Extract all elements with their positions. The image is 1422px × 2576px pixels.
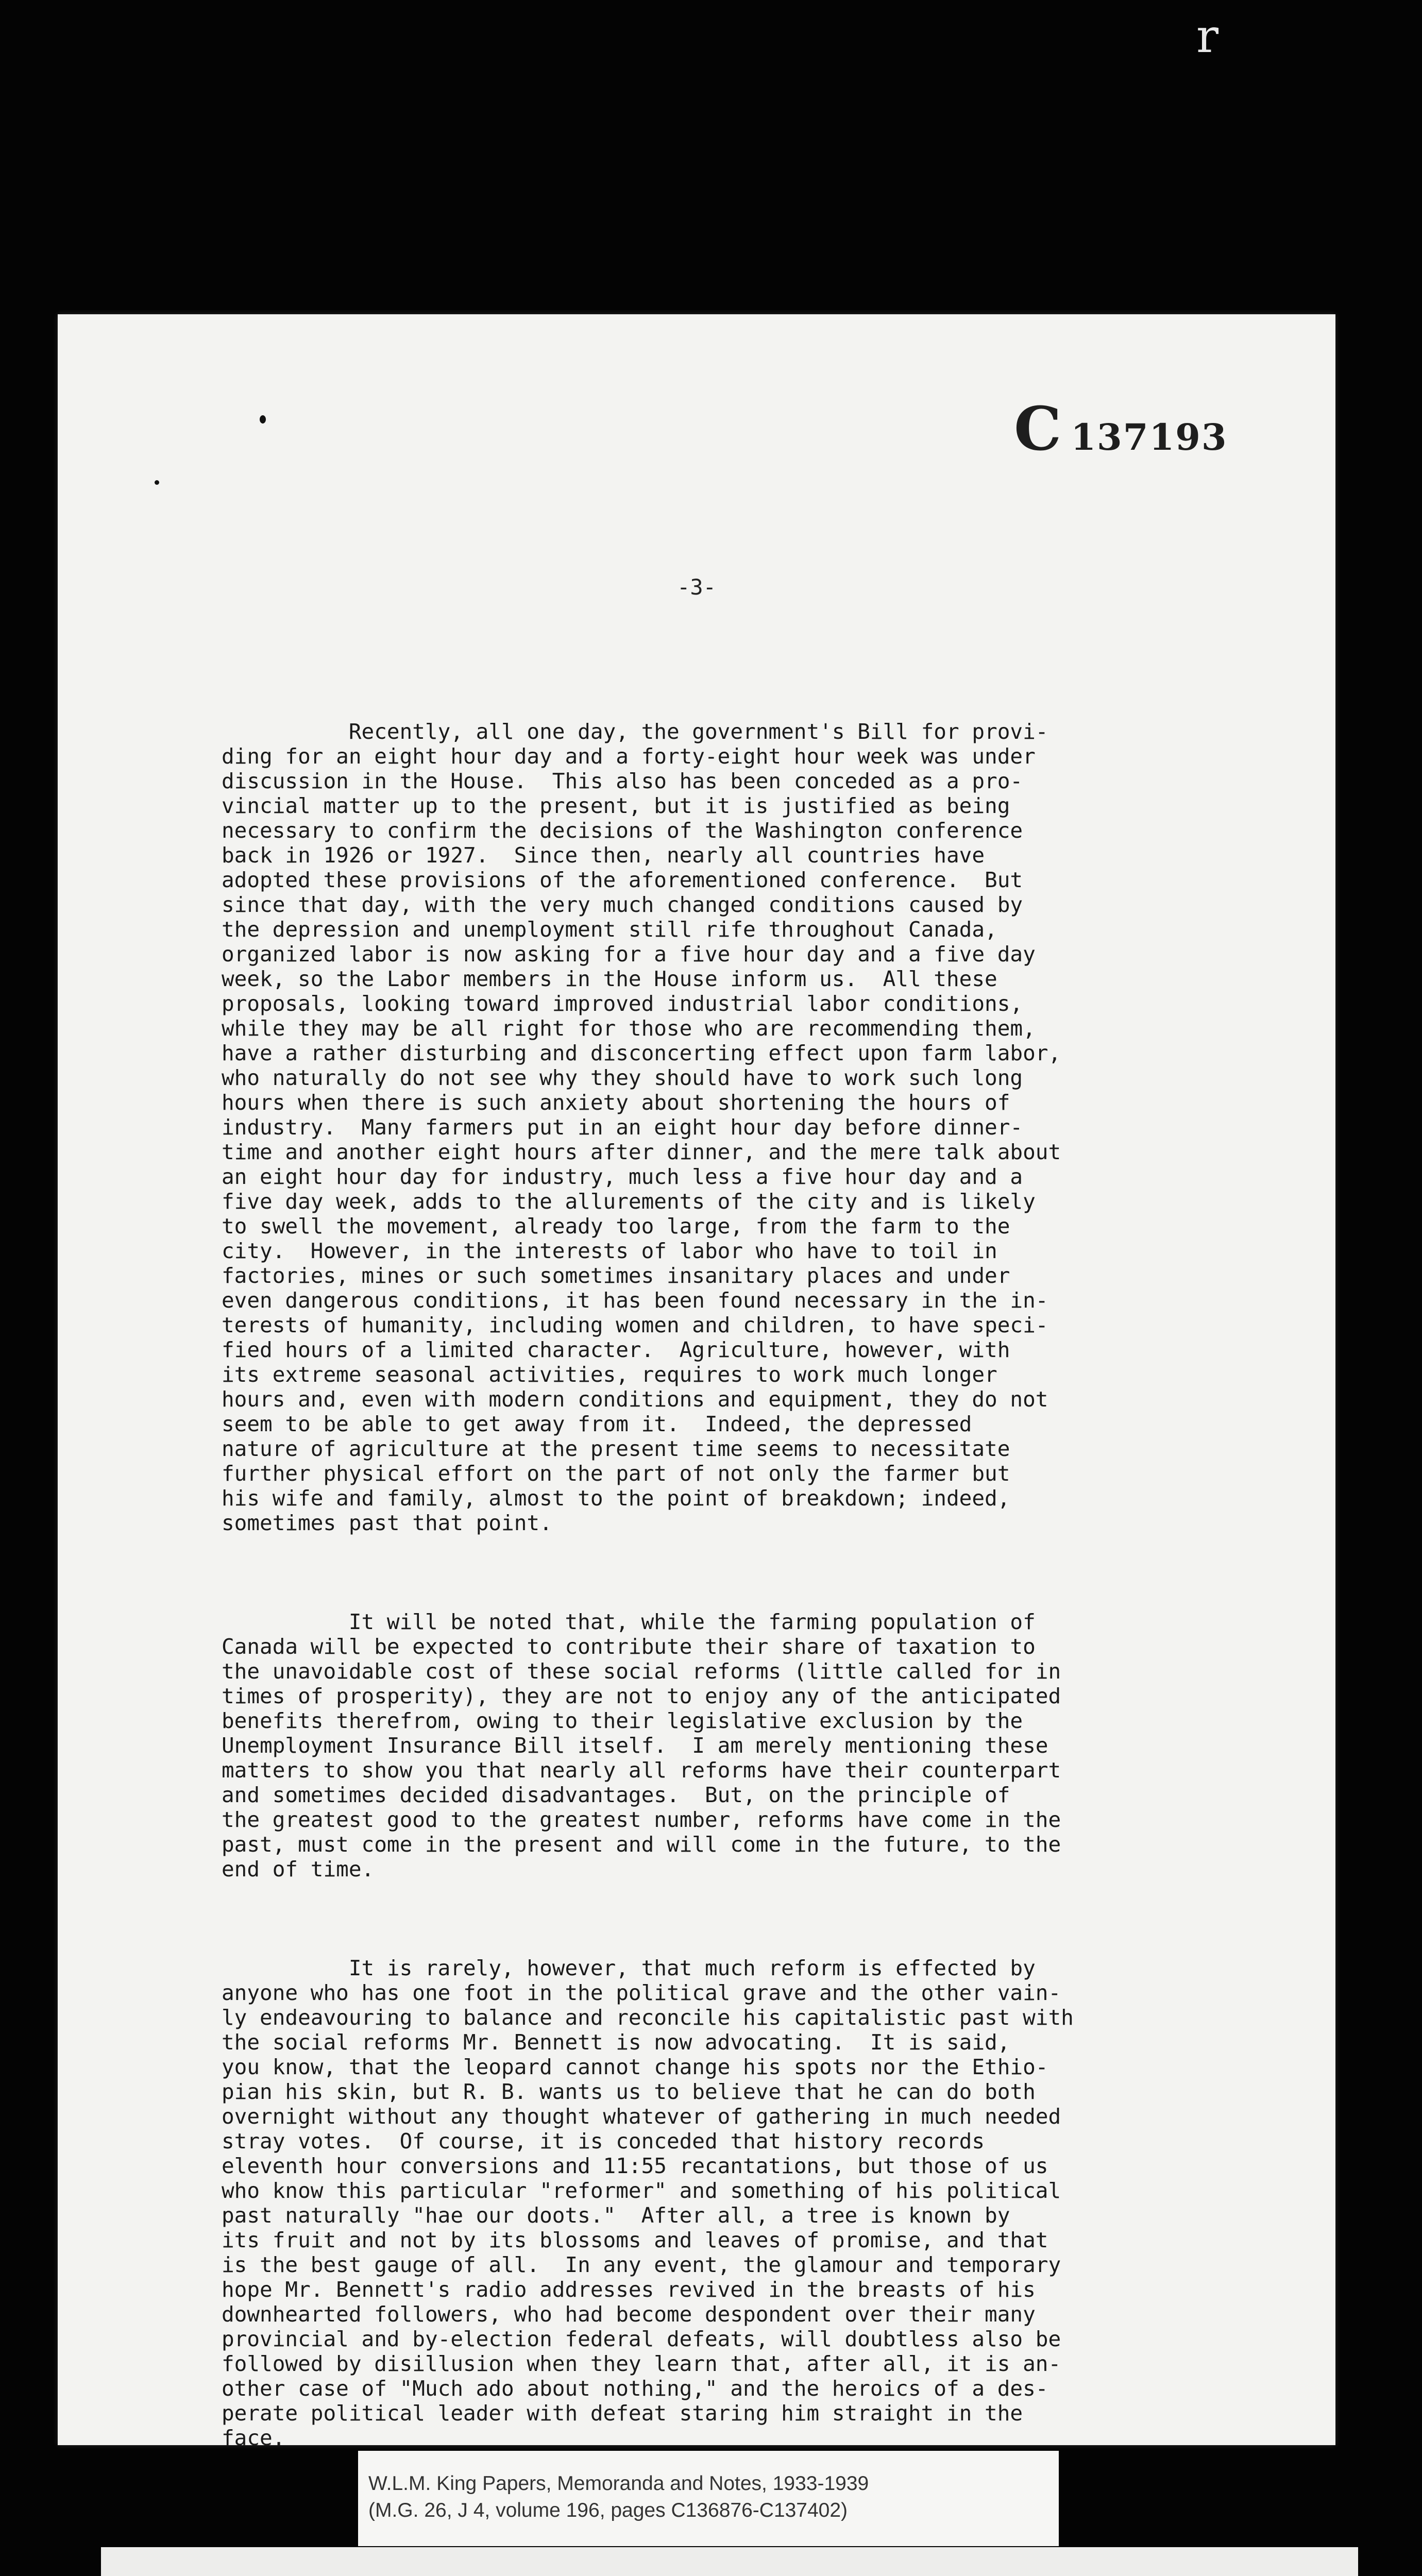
letter-body <box>222 670 1231 2524</box>
citation-line: (M.G. 26, J 4, volume 196, pages C136876-C137402) <box>368 2499 848 2521</box>
page-speck <box>155 480 159 485</box>
paragraph: It is rarely, however, that much reform is effected by anyone who has one foot in the political grave and the other vain- ly endeavouring to balance and reconcile his capitalistic past with the social reforms Mr. Bennett is now advocating. It is said, you know, that the leopard cannot change his spots nor the Ethio- pian his skin, but R. B. wants us to believe that he can do both overnight without any thought whatever of gathering in much needed stray votes. Of course, it is conceded that history records eleventh hour conversions and 11:55 recantations, but those of us who know this particular "reformer" and something of his political past naturally "hae our doots." After all, a tree is known by its fruit and not by its blossoms and leaves of promise, and that is the best gauge of all. In any event, the glamour and temporary hope Mr. Bennett's radio addresses revived in the breasts of his downhearted followers, who had become despondent over their many provincial and by-election federal defeats, will doubtless also be followed by disillusion when they learn that, after all, it is an- other case of "Much ado about nothing," and the heroics of a des- perate political leader with defeat staring him straight in the face. <box>222 1956 1074 2450</box>
citation-label <box>358 2451 1059 2546</box>
document-page <box>58 314 1335 2450</box>
paragraph: Recently, all one day, the government's Bill for provi- ding for an eight hour day and a forty-eight hour week was under discussion in the House. This also has been conceded as a pro- vincial matter up to the present, but it is justified as being necessary to confirm the decisions of the Washington conference back in 1926 or 1927. Since then, nearly all countries have adopted these provisions of the aforementioned conference. But since that day, with the very much changed conditions caused by the depression and unemployment still rife throughout Canada, organized labor is now asking for a five hour day and a five day week, so the Labor members in the House inform us. All these proposals, looking toward improved industrial labor conditions, while they may be all right for those who are recommending them, have a rather disturbing and disconcerting effect upon farm labor, who naturally do not see why they should have to work such long hours when there is such anxiety about shortening the hours of industry. Many farmers put in an eight hour day before dinner- time and another eight hours after dinner, and the mere talk about an eight hour day for industry, much less a five hour day and a five day week, adds to the allurements of the city and is likely to swell the movement, already too large, from the farm to the city. However, in the interests of labor who have to toil in factories, mines or such sometimes insanitary places and under even dangerous conditions, it has been found necessary in the in- terests of humanity, including women and children, to have speci- fied hours of a limited character. Agriculture, however, with its extreme seasonal activities, requires to work much longer hours and, even with modern conditions and equipment, they do not seem to be able to get away from it. Indeed, the depressed nature of agriculture at the present time seems to necessitate further physical effort on the part of not only the farmer but his wife and family, almost to the point of breakdown; indeed, sometimes past that point. <box>222 719 1061 1535</box>
citation-line: W.L.M. King Papers, Memoranda and Notes, 1933-1939 <box>368 2472 869 2495</box>
archive-stamp <box>1014 394 1228 464</box>
stamp-number: 137193 <box>1071 416 1228 459</box>
public-archives-card <box>101 2547 1358 2576</box>
page-number: -3- <box>677 574 716 600</box>
paragraph: It will be noted that, while the farming population of Canada will be expected to contribute their share of taxation to the unavoidable cost of these social reforms (little called for in times of prosperity), they are not to enjoy any of the anticipated benefits therefrom, owing to their legislative exclusion by the Unemployment Insurance Bill itself. I am merely mentioning these matters to show you that nearly all reforms have their counterpart and sometimes decided disadvantages. But, on the principle of the greatest good to the greatest number, reforms have come in the past, must come in the present and will come in the future, to the end of time. <box>222 1609 1061 1882</box>
stamp-letter: C <box>1014 394 1063 464</box>
film-corner-mark: r <box>1196 9 1219 63</box>
page-speck <box>260 415 266 423</box>
